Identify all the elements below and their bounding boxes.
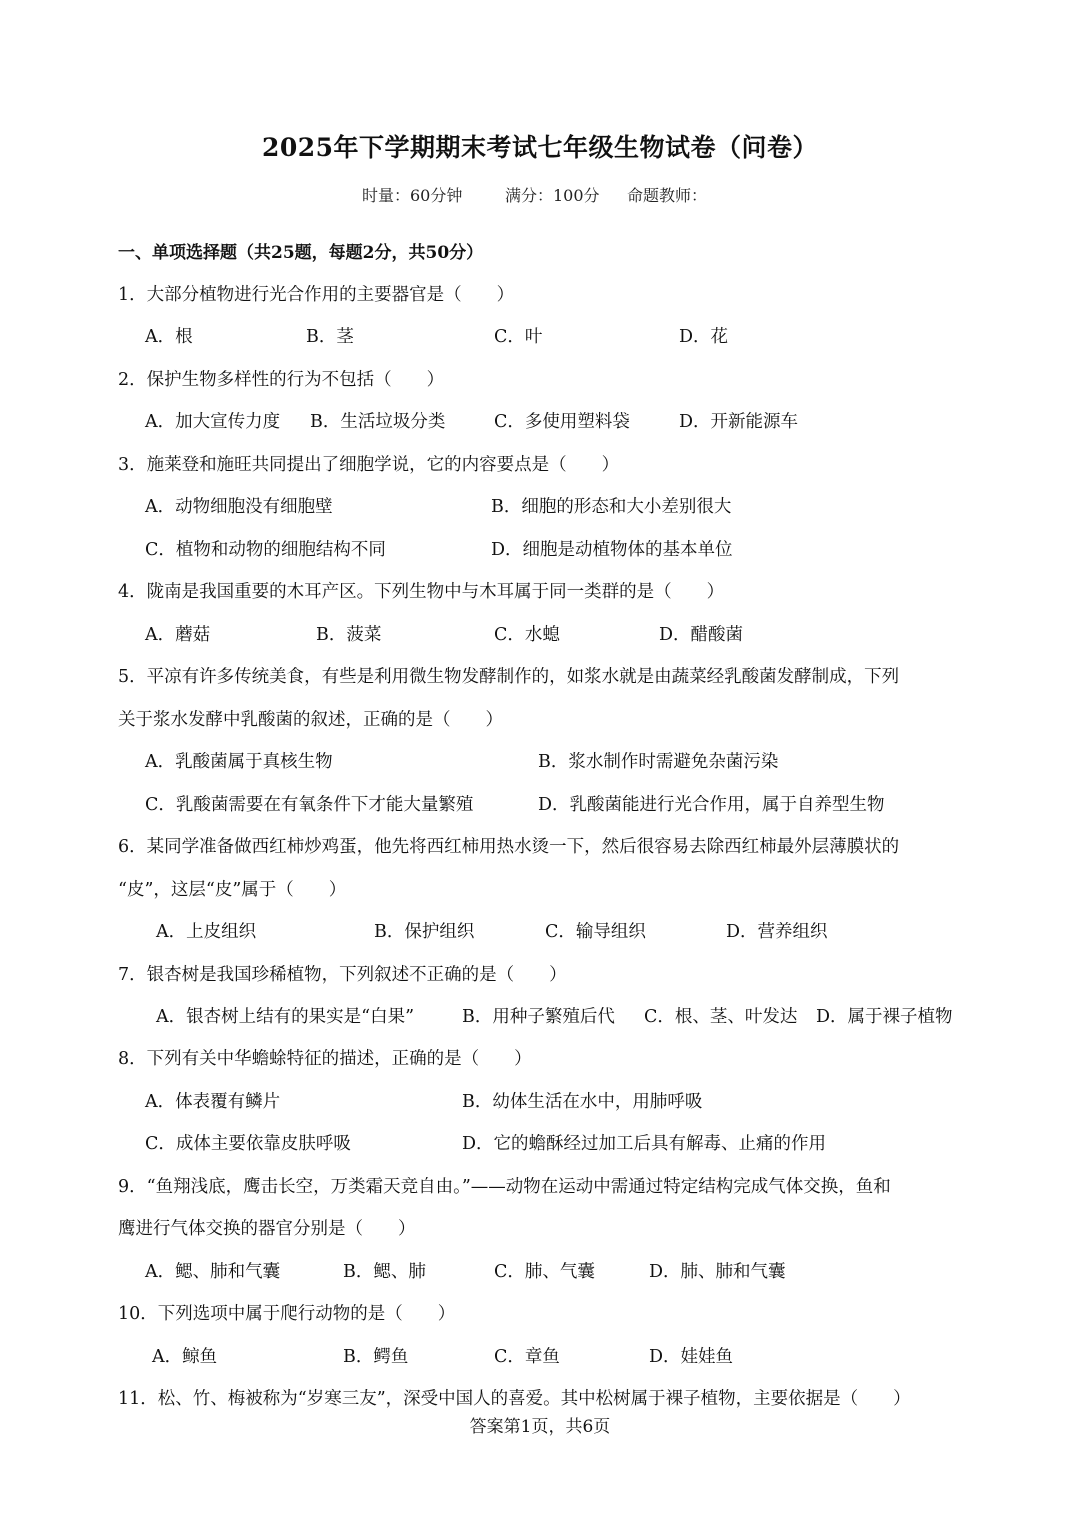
question-6-stem-line-1: 6．某同学准备做西红柿炒鸡蛋，他先将西红柿用热水烫一下，然后很容易去除西红柿最外层薄膜状的 <box>118 837 900 857</box>
q2-option-a: A．加大宣传力度 <box>145 412 281 432</box>
q5-option-a: A．乳酸菌属于真核生物 <box>145 752 333 772</box>
exam-title: 2025年下学期期末考试七年级生物试卷（问卷） <box>261 133 819 162</box>
q1-option-a: A．根 <box>145 327 193 347</box>
q8-option-c: C．成体主要依靠皮肤呼吸 <box>145 1134 351 1154</box>
question-10-stem: 10．下列选项中属于爬行动物的是（ ） <box>118 1304 456 1324</box>
q8-option-a: A．体表覆有鳞片 <box>145 1092 281 1112</box>
question-7-stem: 7．银杏树是我国珍稀植物，下列叙述不正确的是（ ） <box>118 965 567 985</box>
q8-option-d: D．它的蟾酥经过加工后具有解毒、止痛的作用 <box>462 1134 827 1154</box>
q5-option-b: B．浆水制作时需避免杂菌污染 <box>538 752 779 772</box>
q6-option-d: D．营养组织 <box>726 922 828 942</box>
question-1-stem: 1．大部分植物进行光合作用的主要器官是（ ） <box>118 285 515 305</box>
q3-option-c: C．植物和动物的细胞结构不同 <box>145 540 386 560</box>
question-4-stem: 4．陇南是我国重要的木耳产区。下列生物中与木耳属于同一类群的是（ ） <box>118 582 725 602</box>
q2-option-c: C．多使用塑料袋 <box>494 412 630 432</box>
question-11-stem: 11．松、竹、梅被称为“岁寒三友”，深受中国人的喜爱。其中松树属于裸子植物，主要依据是（ ） <box>118 1389 911 1409</box>
q1-option-d: D．花 <box>679 327 729 347</box>
q6-option-c: C．输导组织 <box>545 922 646 942</box>
q7-option-a: A．银杏树上结有的果实是“白果” <box>156 1007 415 1027</box>
q2-option-b: B．生活垃圾分类 <box>310 412 446 432</box>
q10-option-d: D．娃娃鱼 <box>649 1347 734 1367</box>
q10-option-a: A．鲸鱼 <box>152 1347 218 1367</box>
q9-option-b: B．鳃、肺 <box>343 1262 426 1282</box>
question-5-stem-line-1: 5．平凉有许多传统美食，有些是利用微生物发酵制作的，如浆水就是由蔬菜经乳酸菌发酵制成，下列 <box>118 667 900 687</box>
q5-option-d: D．乳酸菌能进行光合作用，属于自养型生物 <box>538 795 885 815</box>
question-9-stem-line-1: 9．“鱼翔浅底，鹰击长空，万类霜天竞自由。”——动物在运动中需通过特定结构完成气体交换，鱼和 <box>118 1177 891 1197</box>
exam-time: 时量：60分钟 <box>362 186 463 205</box>
q7-option-c: C．根、茎、叶发达 <box>644 1007 798 1027</box>
question-3-stem: 3．施莱登和施旺共同提出了细胞学说，它的内容要点是（ ） <box>118 455 620 475</box>
exam-teacher: 命题教师： <box>627 186 708 205</box>
q9-option-c: C．肺、气囊 <box>494 1262 595 1282</box>
question-8-stem: 8．下列有关中华蟾蜍特征的描述，正确的是（ ） <box>118 1049 532 1069</box>
q9-option-d: D．肺、肺和气囊 <box>649 1262 786 1282</box>
exam-full-score: 满分：100分 <box>505 186 600 205</box>
q4-option-b: B．菠菜 <box>316 625 382 645</box>
q3-option-d: D．细胞是动植物体的基本单位 <box>491 540 733 560</box>
q2-option-d: D．开新能源车 <box>679 412 799 432</box>
q1-option-b: B．茎 <box>306 327 354 347</box>
q10-option-b: B．鳄鱼 <box>343 1347 409 1367</box>
q4-option-a: A．蘑菇 <box>145 625 211 645</box>
q9-option-a: A．鳃、肺和气囊 <box>145 1262 281 1282</box>
page-footer: 答案第1页，共6页 <box>469 1417 611 1437</box>
q6-option-b: B．保护组织 <box>374 922 475 942</box>
section-heading: 一、单项选择题（共25题，每题2分，共50分） <box>118 243 484 263</box>
q7-option-b: B．用种子繁殖后代 <box>462 1007 615 1027</box>
q3-option-a: A．动物细胞没有细胞壁 <box>145 497 333 517</box>
q10-option-c: C．章鱼 <box>494 1347 560 1367</box>
q5-option-c: C．乳酸菌需要在有氧条件下才能大量繁殖 <box>145 795 474 815</box>
question-6-stem-line-2: “皮”，这层“皮”属于（ ） <box>118 880 347 900</box>
question-5-stem-line-2: 关于浆水发酵中乳酸菌的叙述，正确的是（ ） <box>118 710 503 730</box>
q4-option-c: C．水螅 <box>494 625 560 645</box>
q8-option-b: B．幼体生活在水中，用肺呼吸 <box>462 1092 703 1112</box>
question-2-stem: 2．保护生物多样性的行为不包括（ ） <box>118 370 445 390</box>
q3-option-b: B．细胞的形态和大小差别很大 <box>491 497 732 517</box>
q6-option-a: A．上皮组织 <box>156 922 257 942</box>
q7-option-d: D．属于裸子植物 <box>816 1007 953 1027</box>
question-9-stem-line-2: 鹰进行气体交换的器官分别是（ ） <box>118 1219 416 1239</box>
q4-option-d: D．醋酸菌 <box>659 625 744 645</box>
q1-option-c: C．叶 <box>494 327 543 347</box>
